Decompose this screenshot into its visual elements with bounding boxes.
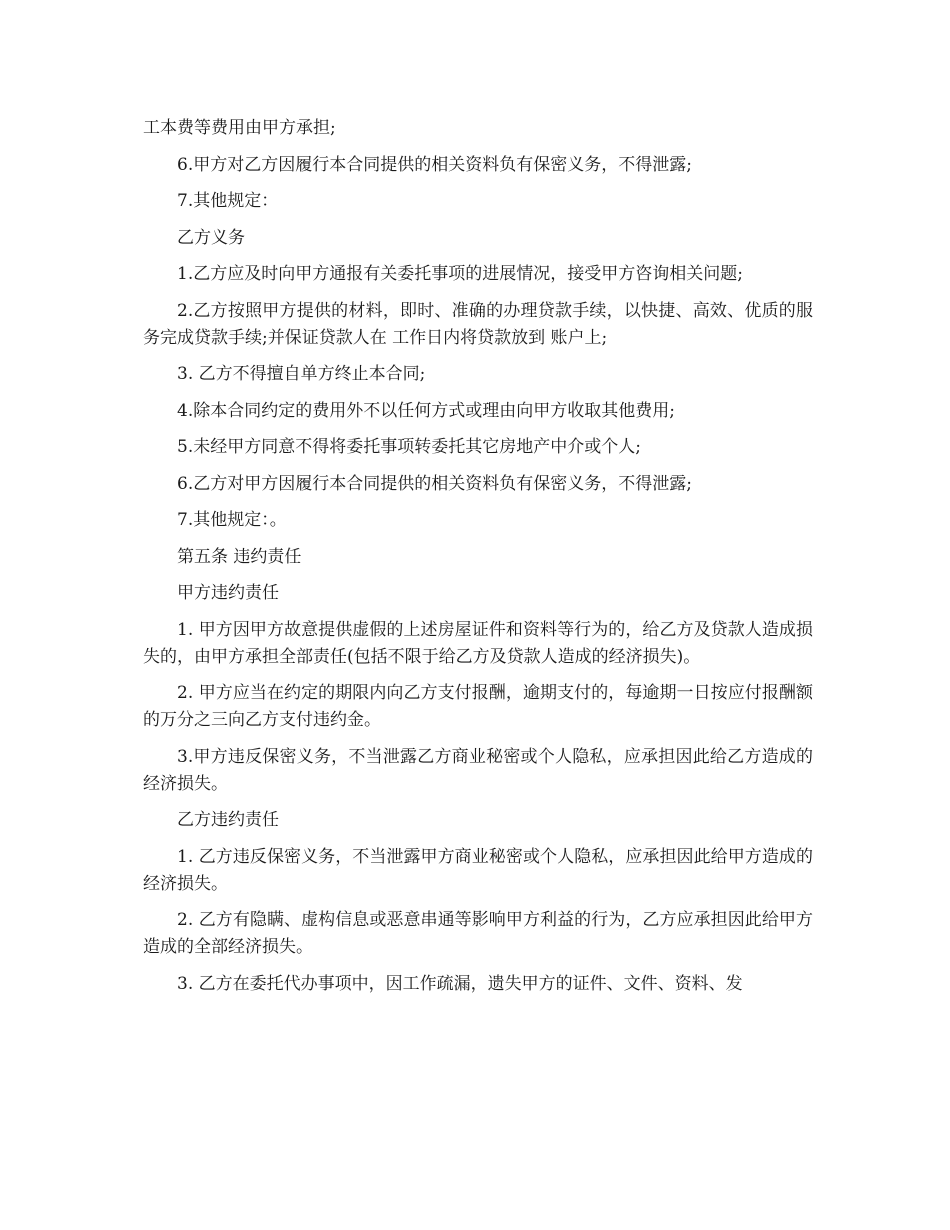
section-heading-yi-breach: 乙方违约责任 — [177, 810, 279, 830]
paragraph-14: 2. 甲方应当在约定的期限内向乙方支付报酬，逾期支付的，每逾期一日按应付报酬额的万分之三向乙方支付违约金。 — [143, 683, 813, 730]
paragraph-7: 4.除本合同约定的费用外不以任何方式或理由向甲方收取其他费用; — [177, 400, 675, 421]
paragraph-1: 6.甲方对乙方因履行本合同提供的相关资料负有保密义务，不得泄露; — [177, 154, 692, 175]
paragraph-9: 6.乙方对甲方因履行本合同提供的相关资料负有保密义务，不得泄露; — [177, 473, 692, 494]
paragraph-15: 3.甲方违反保密义务，不当泄露乙方商业秘密或个人隐私，应承担因此给乙方造成的经济损失。 — [143, 746, 813, 794]
paragraph-5: 2.乙方按照甲方提供的材料，即时、准确的办理贷款手续，以快捷、高效、优质的服务完成贷款手续;并保证贷款人在 工作日内将贷款放到 账户上; — [143, 300, 813, 348]
article-heading-breach: 第五条 违约责任 — [177, 546, 302, 567]
paragraph-0: 工本费等费用由甲方承担; — [143, 118, 336, 138]
paragraph-4: 1.乙方应及时向甲方通报有关委托事项的进展情况，接受甲方咨询相关问题; — [177, 264, 743, 284]
paragraph-6: 3. 乙方不得擅自单方终止本合同; — [177, 364, 426, 384]
paragraph-10: 7.其他规定：。 — [177, 510, 287, 530]
section-heading-yi-obligations: 乙方义务 — [177, 227, 245, 248]
paragraph-18: 2. 乙方有隐瞒、虚构信息或恶意串通等影响甲方利益的行为，乙方应承担因此给甲方造成的全部经济损失。 — [143, 910, 813, 957]
paragraph-13: 1. 甲方因甲方故意提供虚假的上述房屋证件和资料等行为的，给乙方及贷款人造成损失的，由甲方承担全部责任(包括不限于给乙方及贷款人造成的经济损失)。 — [143, 619, 813, 667]
paragraph-19: 3. 乙方在委托代办事项中，因工作疏漏，遗失甲方的证件、文件、资料、发 — [177, 973, 743, 994]
section-heading-jia-breach: 甲方违约责任 — [177, 583, 279, 603]
paragraph-8: 5.未经甲方同意不得将委托事项转委托其它房地产中介或个人; — [177, 437, 641, 457]
paragraph-17: 1. 乙方违反保密义务，不当泄露甲方商业秘密或个人隐私，应承担因此给甲方造成的经济损失。 — [143, 846, 813, 894]
paragraph-2: 7.其他规定： — [177, 191, 279, 211]
document-body — [143, 115, 813, 1007]
